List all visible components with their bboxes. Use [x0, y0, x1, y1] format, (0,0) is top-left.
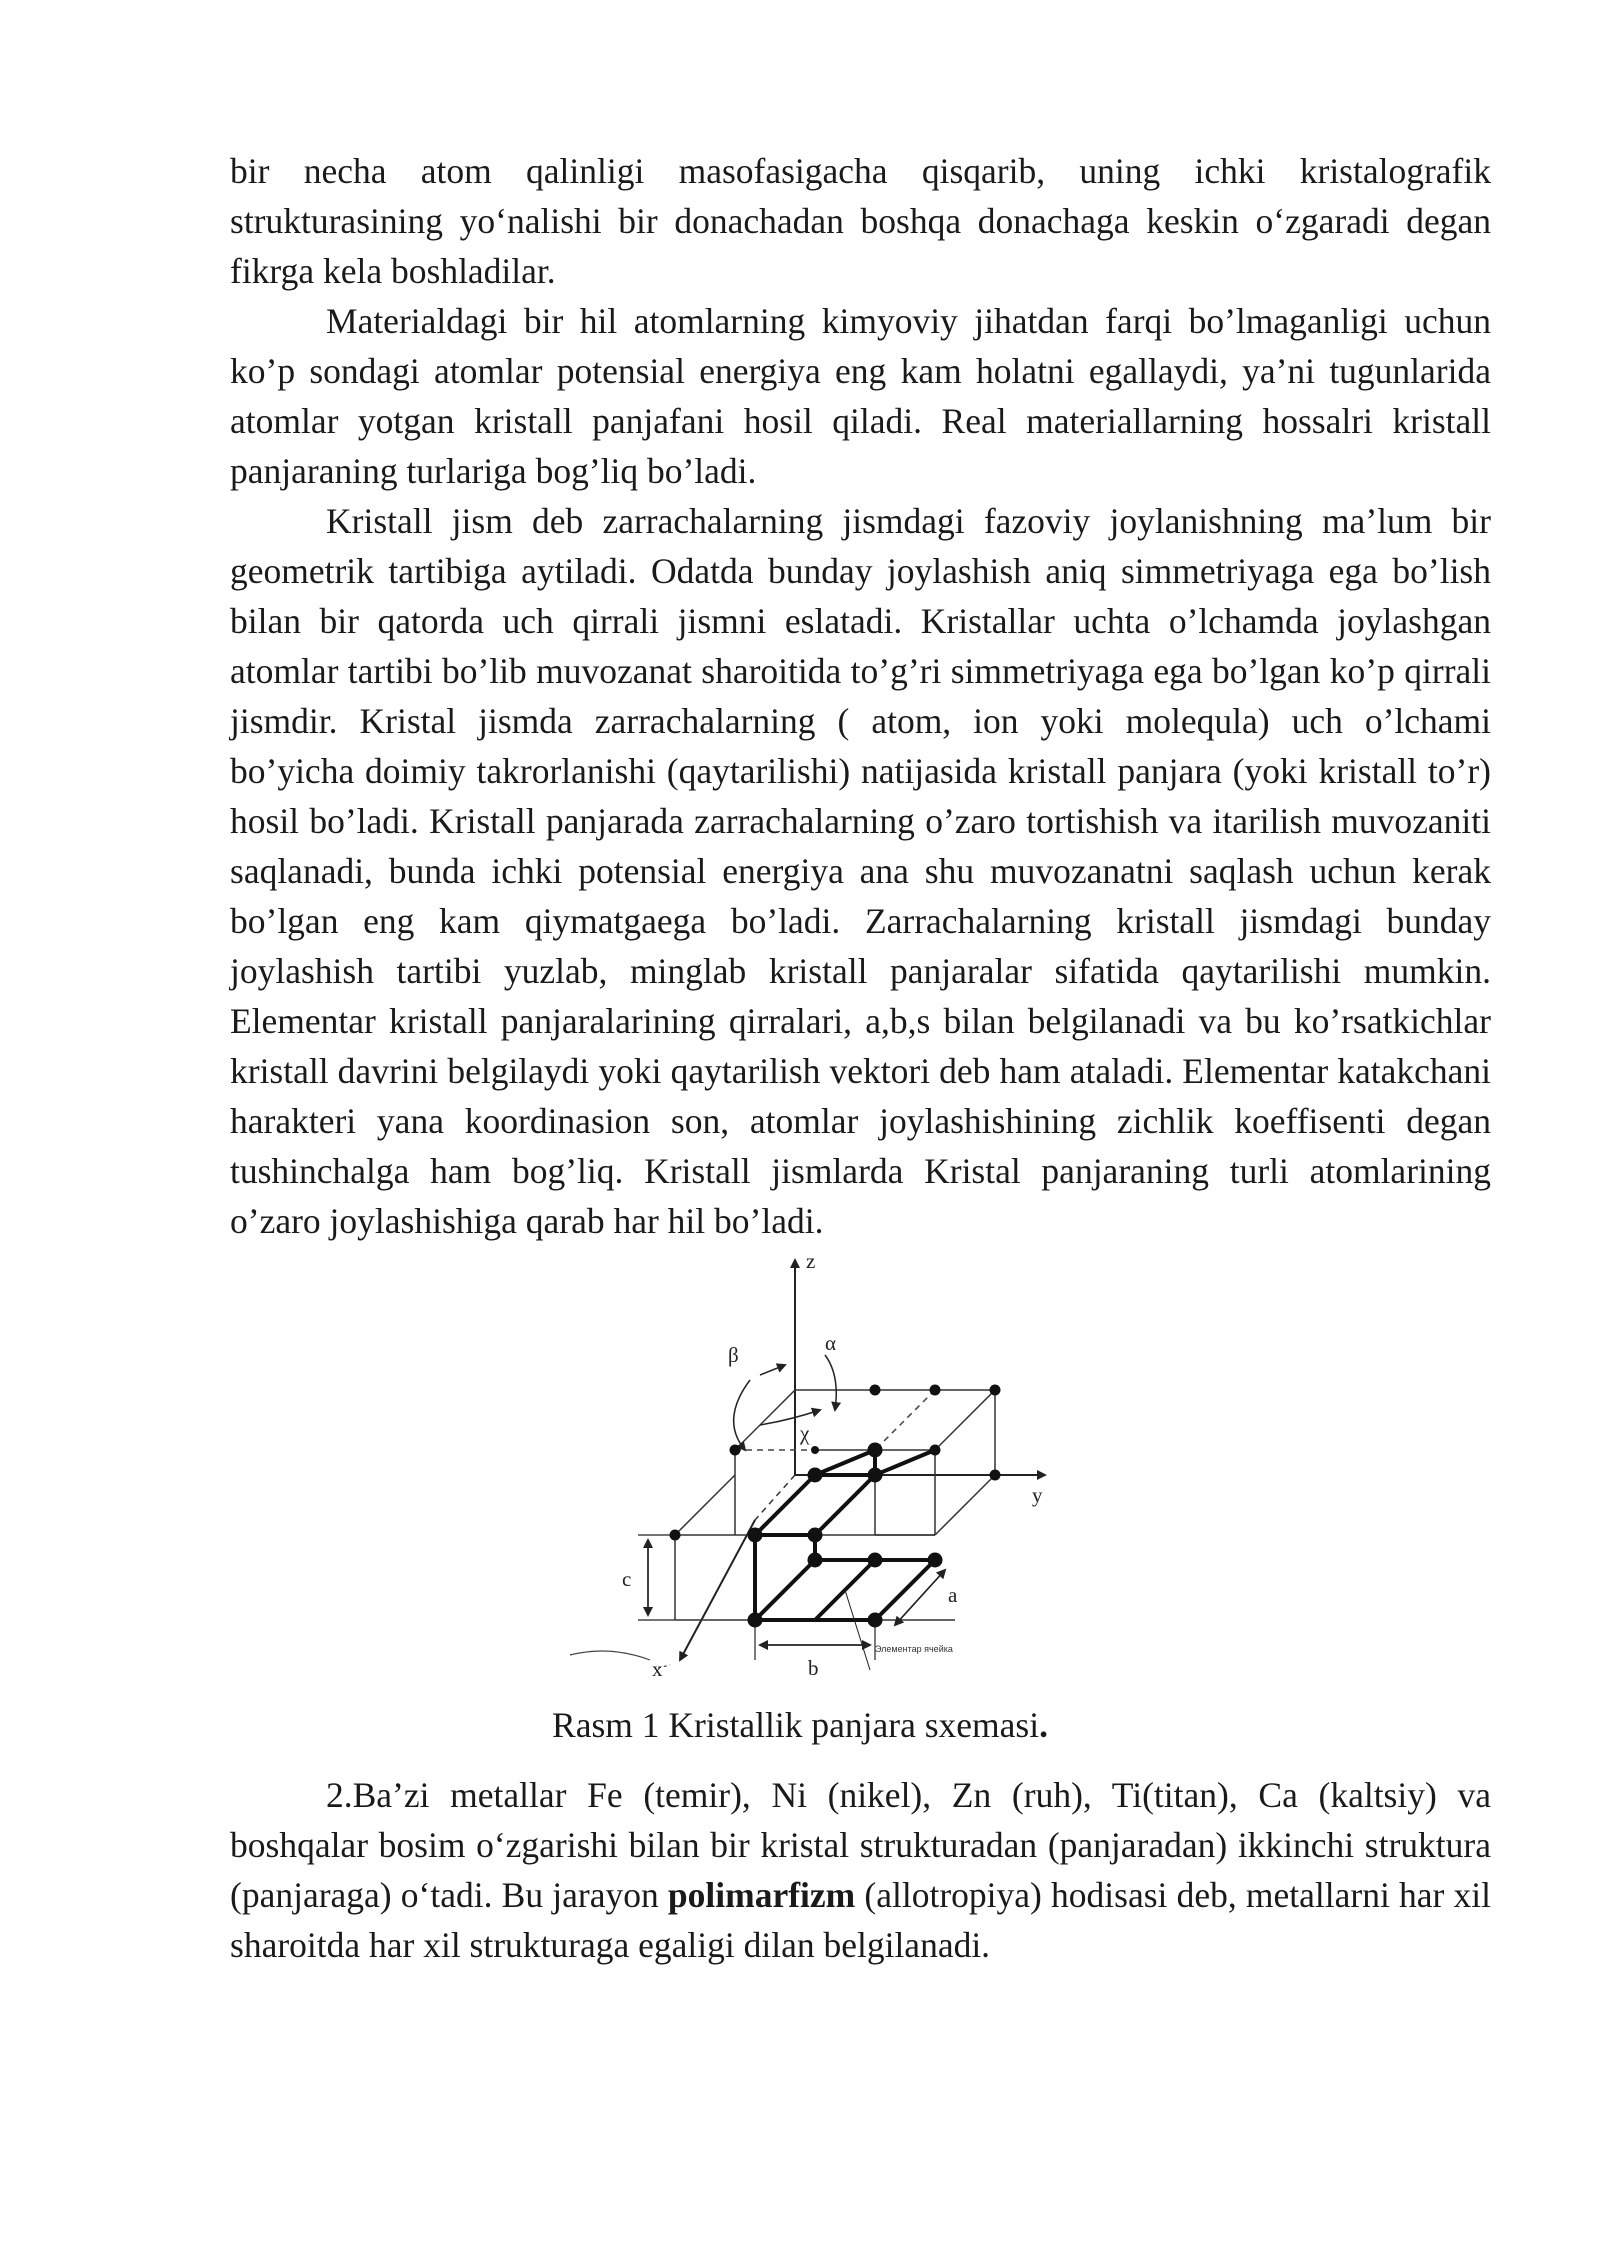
y-axis-label: y	[1032, 1483, 1043, 1507]
lattice-node	[928, 1553, 943, 1568]
caption-text: Rasm 1 Kristallik panjara sxemasi	[552, 1705, 1040, 1745]
paragraph-4-text-end: (allotropiya) hodisasi deb, metallarni har xil sharoitda har xil strukturaga egaligi dilan belgilanadi.	[230, 1875, 1491, 1965]
beta-angle-arc	[734, 1380, 750, 1450]
crystal-lattice-diagram	[570, 1250, 1070, 1690]
gamma-angle-arc	[760, 1410, 820, 1425]
lattice-node	[748, 1528, 763, 1543]
crystal-lattice-figure	[570, 1250, 1070, 1690]
alpha-label: α	[825, 1331, 837, 1355]
lattice-node	[930, 1385, 941, 1396]
paragraph-1: bir necha atom qalinligi masofasigacha qisqarib, uning ichki kristalografik strukturasining yo‘nalishi bir donachadan boshqa donachaga keskin o‘zgaradi degan fikrga kela boshladilar.	[230, 151, 1491, 291]
lattice-node	[930, 1445, 941, 1456]
lattice-edge	[675, 1475, 735, 1535]
x-axis-tail	[570, 1651, 650, 1660]
lattice-node	[730, 1445, 741, 1456]
body-text-bottom	[230, 1770, 1491, 1970]
lattice-edge	[935, 1390, 995, 1450]
cell-pointer	[845, 1590, 870, 1670]
lattice-node	[748, 1613, 763, 1628]
b-label: b	[808, 1656, 819, 1680]
lattice-node	[811, 1446, 819, 1454]
figure-caption	[0, 1700, 1600, 1750]
body-text-top	[230, 146, 1491, 1246]
lattice-node	[808, 1468, 823, 1483]
paragraph-4-text-start: Ba’zi metallar Fe (temir), Ni (nikel), Zn (ruh), Ti(titan), Ca (kaltsiy) va boshqalar bosim o‘zgarishi bilan bir kristal strukturadan (panjaradan) ikkinchi struktura (panjaraga) o‘tadi. Bu jarayon	[230, 1775, 1491, 1915]
bold-term: polimarfizm	[667, 1875, 856, 1915]
lattice-node	[868, 1468, 883, 1483]
a-dimension-back	[895, 1570, 945, 1625]
paragraph-2: Materialdagi bir hil atomlarning kimyoviy jihatdan farqi bo’lmaganligi uchun ko’p sondagi atomlar potensial energiya eng kam holatni egallaydi, ya’ni tugunlarida atomlar yotgan kristall panjafani hosil qiladi. Real materiallarning hossalri kristall panjaraning turlariga bog’liq bo’ladi.	[230, 301, 1491, 491]
lattice-node	[868, 1443, 883, 1458]
lattice-node	[808, 1553, 823, 1568]
caption-period: .	[1039, 1705, 1048, 1745]
lattice-node	[868, 1613, 883, 1628]
lattice-node	[990, 1385, 1001, 1396]
alpha-angle-arc	[825, 1355, 836, 1410]
x-axis	[680, 1520, 755, 1660]
lattice-node	[808, 1528, 823, 1543]
z-axis-label: z	[806, 1249, 816, 1273]
lattice-node	[990, 1470, 1001, 1481]
lattice-edge	[875, 1390, 935, 1450]
paragraph-4	[230, 1770, 1491, 1970]
a-label: a	[948, 1583, 958, 1607]
elementary-cell-note: Элементар ячейка	[875, 1644, 953, 1654]
lattice-node	[868, 1553, 883, 1568]
paragraph-number: 2.	[326, 1775, 353, 1815]
lattice-edge	[935, 1475, 995, 1535]
beta-angle-tick	[760, 1365, 785, 1375]
x-axis-label: x	[652, 1657, 663, 1681]
paragraph-3: Kristall jism deb zarrachalarning jismdagi fazoviy joylanishning ma’lum bir geometrik tartibiga aytiladi. Odatda bunday joylashish aniq simmetriyaga ega bo’lish bilan bir qatorda uch qirrali jismni eslatadi. Kristallar uchta o’lchamda joylashgan atomlar tartibi bo’lib muvozanat sharoitida to’g’ri simmetriyaga ega bo’lgan ko’p qirrali jismdir. Kristal jismda zarrachalarning ( atom, ion yoki molequla) uch o’lchami bo’yicha doimiy takrorlanishi (qaytarilishi) natijasida kristall panjara (yoki kristall to’r) hosil bo’ladi. Kristall panjarada zarrachalarning o’zaro tortishish va itarilish muvozaniti saqlanadi, bunda ichki potensial energiya ana shu muvozanatni saqlash uchun kerak bo’lgan eng kam qiymatgaega bo’ladi. Zarrachalarning kristall jismdagi bunday joylashish tartibi yuzlab, minglab kristall panjaralar sifatida qaytarilishi mumkin. Elementar kristall panjaralarining qirralari, a,b,s bilan belgilanadi va bu ko’rsatkichlar kristall davrini belgilaydi yoki qaytarilish vektori deb ham ataladi. Elementar katakchani harakteri yana koordinasion son, atomlar joylashishining zichlik koeffisenti degan tushinchalga ham bog’liq. Kristall jismlarda Kristal panjaraning turli atomlarining o’zaro joylashishiga qarab har hil bo’ladi.	[230, 501, 1491, 1241]
lattice-node	[870, 1385, 881, 1396]
beta-label: β	[728, 1343, 739, 1367]
lattice-node	[670, 1530, 681, 1541]
c-label: c	[622, 1567, 632, 1591]
gamma-label: χ	[800, 1421, 810, 1445]
